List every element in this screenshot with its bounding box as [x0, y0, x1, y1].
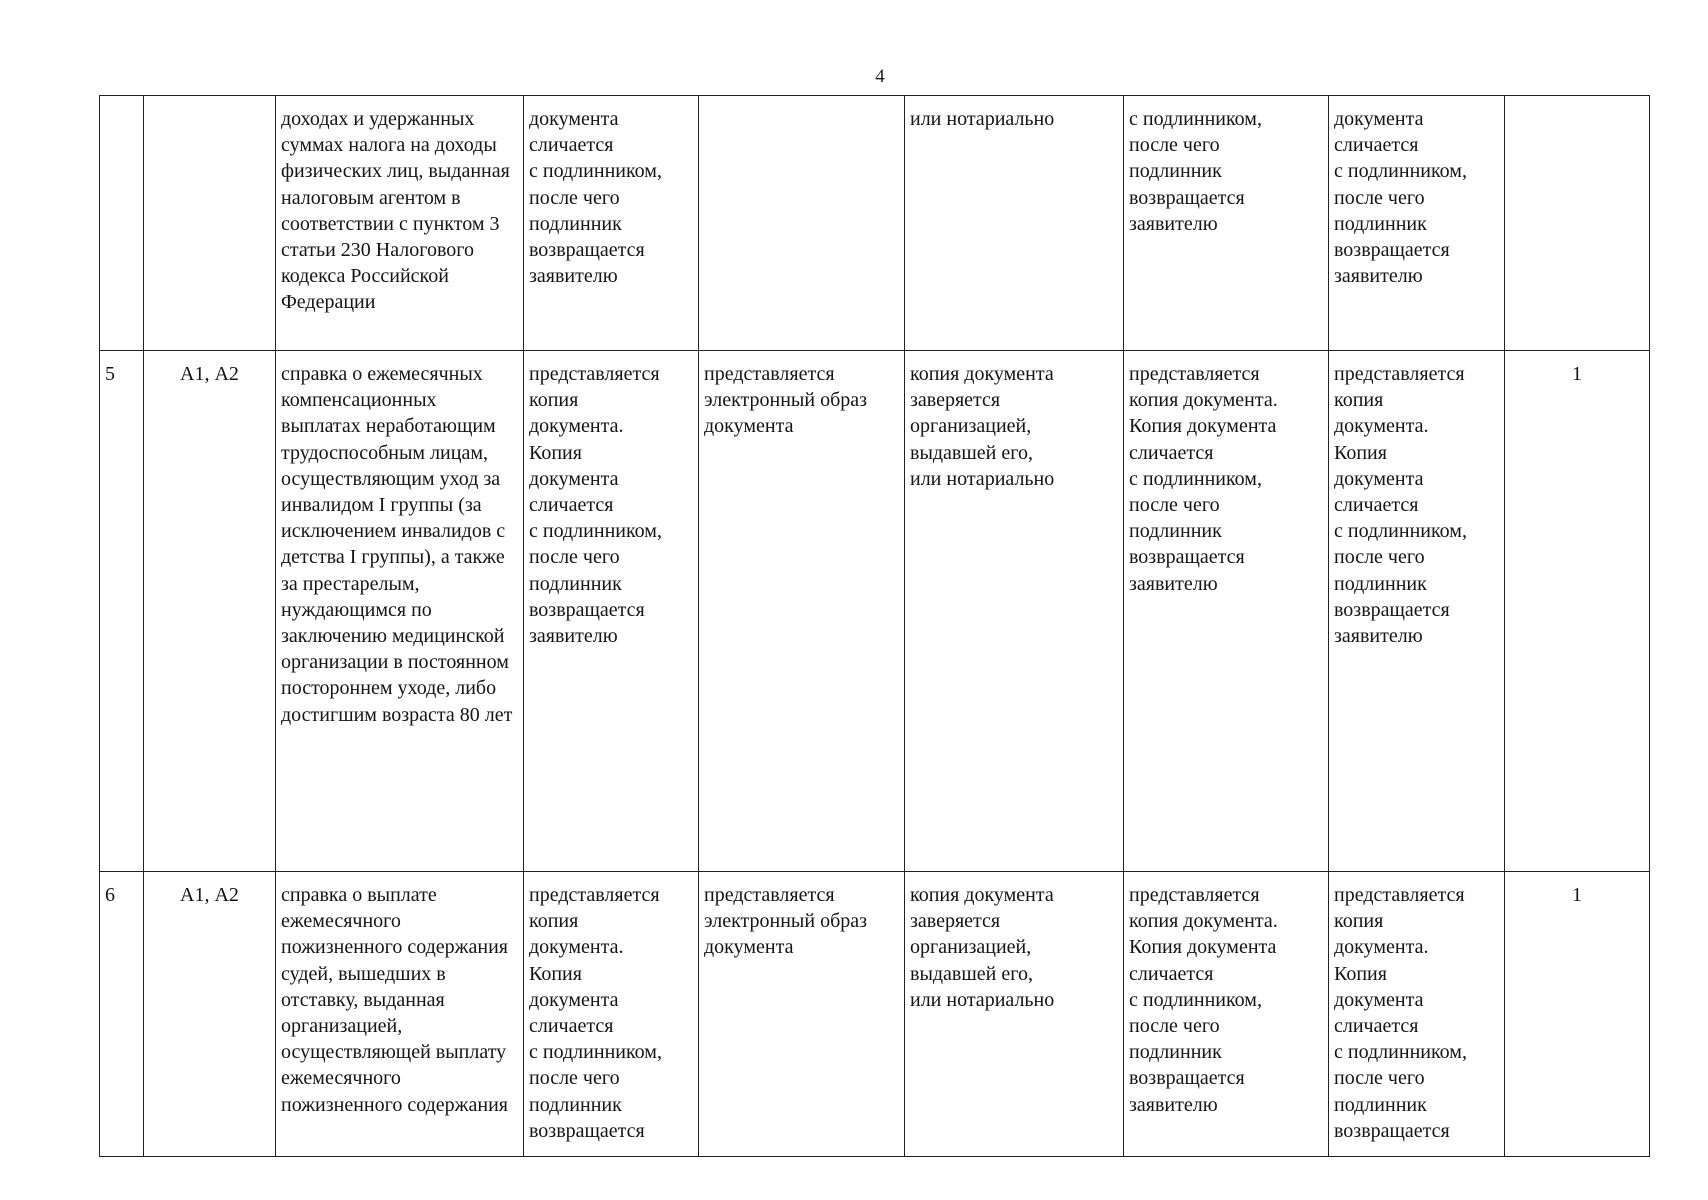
- category-codes-cell: А1, А2: [144, 872, 276, 1157]
- category-codes-cell: А1, А2: [144, 351, 276, 872]
- row-number-cell: [100, 96, 144, 351]
- in-person-submission-cell: представляется копия документа. Копия документа сличается с подлинником, после чего подлинник возвращается заявителю: [524, 351, 699, 872]
- mfc-submission-cell: представляется копия документа. Копия документа сличается с подлинником, после чего подлинник возвращается заявителю: [1124, 351, 1329, 872]
- document-name-cell: справка о выплате ежемесячного пожизненного содержания судей, вышедших в отставку, выданная организацией, осуществляющей выплату ежемесячного пожизненного содержания: [276, 872, 524, 1157]
- category-codes-cell: [144, 96, 276, 351]
- row-number-cell: 5: [100, 351, 144, 872]
- other-submission-cell: документа сличается с подлинником, после чего подлинник возвращается заявителю: [1329, 96, 1505, 351]
- in-person-submission-cell: представляется копия документа. Копия документа сличается с подлинником, после чего подлинник возвращается: [524, 872, 699, 1157]
- other-submission-cell: представляется копия документа. Копия документа сличается с подлинником, после чего подлинник возвращается заявителю: [1329, 351, 1505, 872]
- page-number: 4: [875, 66, 885, 87]
- quantity-cell: 1: [1505, 351, 1650, 872]
- quantity-cell: [1505, 96, 1650, 351]
- document-name-cell: справка о ежемесячных компенсационных выплатах неработающим трудоспособным лицам, осуществляющим уход за инвалидом I группы (за исключением инвалидов с детства I группы), а также за престарелым, нуждающимся по заключению медицинской организации в постоянном постороннем уходе, либо достигшим возраста 80 лет: [276, 351, 524, 872]
- postal-submission-cell: или нотариально: [905, 96, 1124, 351]
- document-name-cell: доходах и удержанных суммах налога на доходы физических лиц, выданная налоговым агентом в соответствии с пунктом 3 статьи 230 Налогового кодекса Российской Федерации: [276, 96, 524, 351]
- electronic-submission-cell: [699, 96, 905, 351]
- table-row: [100, 872, 1650, 1157]
- table-row: [100, 351, 1650, 872]
- quantity-cell: 1: [1505, 872, 1650, 1157]
- postal-submission-cell: копия документа заверяется организацией, выдавшей его, или нотариально: [905, 351, 1124, 872]
- postal-submission-cell: копия документа заверяется организацией, выдавшей его, или нотариально: [905, 872, 1124, 1157]
- electronic-submission-cell: представляется электронный образ документа: [699, 872, 905, 1157]
- mfc-submission-cell: представляется копия документа. Копия документа сличается с подлинником, после чего подлинник возвращается заявителю: [1124, 872, 1329, 1157]
- documents-table: [99, 95, 1650, 1157]
- table-row: [100, 96, 1650, 351]
- other-submission-cell: представляется копия документа. Копия документа сличается с подлинником, после чего подлинник возвращается: [1329, 872, 1505, 1157]
- in-person-submission-cell: документа сличается с подлинником, после чего подлинник возвращается заявителю: [524, 96, 699, 351]
- mfc-submission-cell: с подлинником, после чего подлинник возвращается заявителю: [1124, 96, 1329, 351]
- row-number-cell: 6: [100, 872, 144, 1157]
- electronic-submission-cell: представляется электронный образ документа: [699, 351, 905, 872]
